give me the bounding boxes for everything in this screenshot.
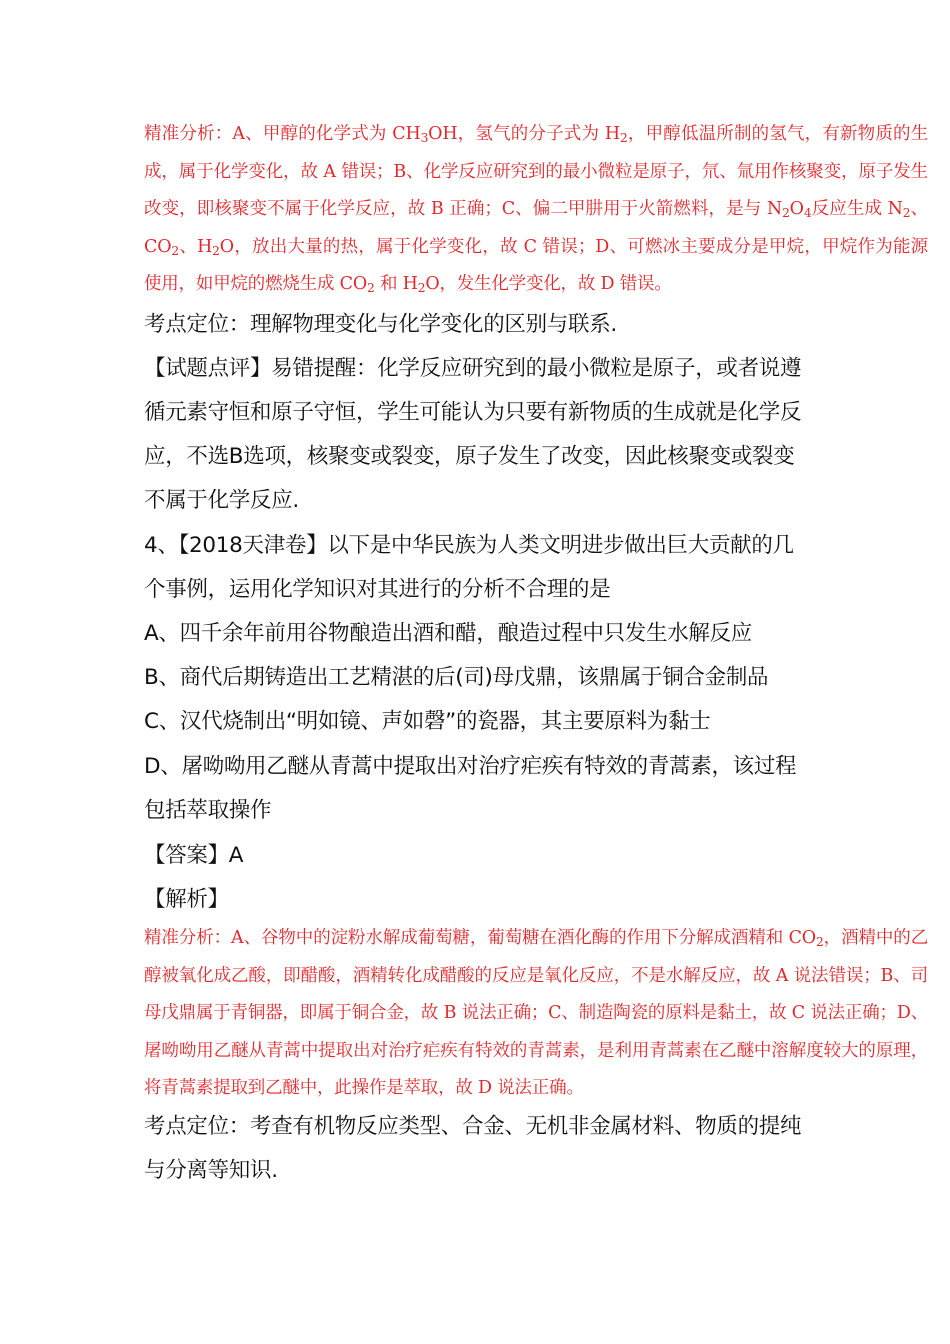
subscript: 2	[367, 281, 375, 296]
question-stem: 4、【2018天津卷】以下是中华民族为人类文明进步做出巨大贡献的几个事例，运用化学知识对其进行的分析不合理的是	[144, 533, 794, 602]
comment-paragraph: 【试题点评】易错提醒：化学反应研究到的最小微粒是原子，或者说遵循元素守恒和原子守恒，学生可能认为只要有新物质的生成就是化学反应，不选B选项，核聚变或裂变，原子发生了改变，因此核聚变或裂变不属于化学反应.	[144, 356, 802, 513]
kaodian-line-1: 考点定位：理解物理变化与化学变化的区别与联系.	[144, 312, 617, 337]
subscript: 2	[782, 206, 790, 221]
jiexi-heading: 【解析】	[144, 887, 229, 912]
analysis-paragraph-1	[144, 116, 928, 304]
analysis-text: 精准分析：A、甲醇的化学式为 CH	[144, 124, 421, 144]
subscript: 2	[619, 131, 628, 146]
subscript: 3	[420, 131, 429, 146]
analysis-text: 精准分析：A、谷物中的淀粉水解成葡萄糖，葡萄糖在酒化酶的作用下分解成酒精和 CO	[144, 928, 816, 948]
subscript: 2	[212, 243, 220, 258]
subscript: 2	[902, 206, 911, 221]
option-b: B、商代后期铸造出工艺精湛的后(司)母戊鼎，该鼎属于铜合金制品	[144, 665, 769, 690]
analysis-text: ，酒精中的乙醇被氧化成乙酸，即醋酸，酒精转化成醋酸的反应是氧化反应，不是水解反应，故 A 说法错误；B、司母戊鼎属于青铜器，即属于铜合金，故 B 说法正确；C、制造陶瓷的原料是黏土，故 C 说法正确；D、屠呦呦用乙醚从青蒿中提取出对治疗疟疾有特效的青蒿素，是利用青蒿素在乙醚中溶解度较大的原理，将青蒿素提取到乙醚中，此操作是萃取，故 D 说法正确。	[144, 928, 928, 1099]
answer-line: 【答案】A	[144, 843, 244, 868]
analysis-text: 反应生成 N	[811, 199, 903, 220]
analysis-text: 、CO	[144, 199, 928, 257]
option-c: C、汉代烧制出“明如镜、声如磬”的瓷器，其主要原料为黏士	[144, 709, 711, 734]
analysis-text: OH，氢气的分子式为 H	[428, 124, 620, 144]
kaodian-line-2: 考点定位：考查有机物反应类型、合金、无机非金属材料、物质的提纯与分离等知识.	[144, 1114, 802, 1183]
subscript: 2	[171, 243, 179, 258]
analysis-text: ，甲醇低温所制的氢气，有新物质的生成，属于化学变化，故 A 错误；B、化学反应研究到的最小微粒是原子，氘、氚用作核聚变，原子发生改变，即核聚变不属于化学反应，故 B 正确；C、偏二甲肼用于火箭燃料，是与 N	[144, 124, 928, 220]
subscript: 4	[803, 206, 812, 221]
analysis-text: O，发生化学变化，故 D 错误。	[425, 274, 672, 295]
option-d: D、屠呦呦用乙醚从青蒿中提取出对治疗疟疾有特效的青蒿素，该过程包括萃取操作	[144, 754, 797, 823]
subscript: 2	[815, 935, 824, 950]
analysis-paragraph-2	[144, 920, 928, 1108]
analysis-text: 和 H	[374, 274, 418, 295]
analysis-text: 、H	[178, 236, 213, 257]
option-a: A、四千余年前用谷物酿造出酒和醋，酿造过程中只发生水解反应	[144, 621, 753, 646]
subscript: 2	[417, 281, 426, 296]
analysis-text: O，放出大量的热，属于化学变化，故 C 错误；D、可燃冰主要成分是甲烷，甲烷作为能源使用，如甲烷的燃烧生成 CO	[144, 236, 928, 295]
analysis-text: O	[789, 199, 804, 220]
